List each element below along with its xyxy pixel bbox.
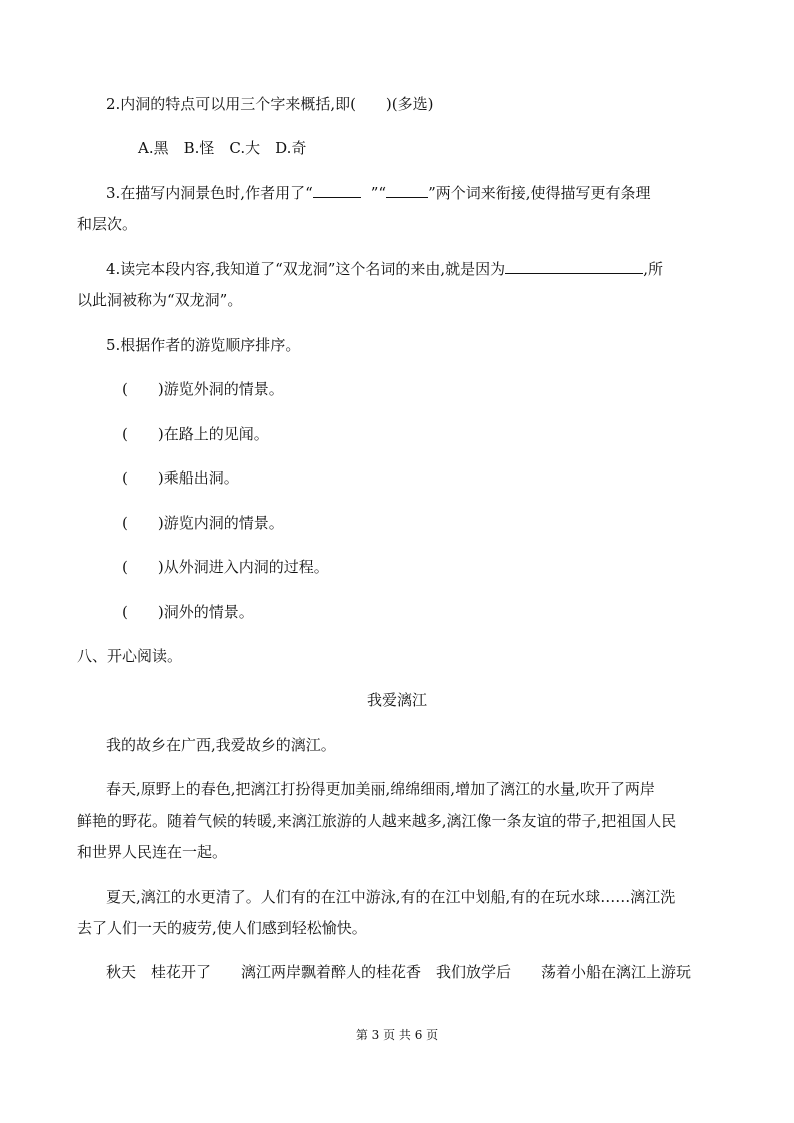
q3-text-c: ”两个词来衔接,使得描写更有条理: [428, 184, 651, 202]
q4-text-b: ,所: [643, 260, 663, 278]
q3-text-b: ”“: [370, 184, 387, 202]
order-item: ( )游览外洞的情景。: [122, 380, 284, 398]
q3-line-1: [106, 183, 651, 203]
q4-text-a: 4.读完本段内容,我知道了“双龙洞”这个名词的来由,就是因为: [106, 260, 506, 278]
paragraph-3-line-2: 去了人们一天的疲劳,使人们感到轻松愉快。: [77, 919, 367, 937]
paragraph-2-line-2: 鲜艳的野花。随着气候的转暖,来漓江旅游的人越来越多,漓江像一条友谊的带子,把祖国人民: [77, 812, 677, 830]
order-item: ( )从外洞进入内洞的过程。: [122, 558, 329, 576]
section-heading: 八、开心阅读。: [77, 647, 183, 665]
answer-blank[interactable]: [386, 183, 428, 198]
paragraph-2-line-3: 和世界人民连在一起。: [77, 843, 228, 861]
paragraph-2-line-1: 春天,原野上的春色,把漓江打扮得更加美丽,绵绵细雨,增加了漓江的水量,吹开了两岸: [106, 780, 655, 798]
order-item: ( )游览内洞的情景。: [122, 514, 284, 532]
page-footer: 第 3 页 共 6 页: [355, 1028, 439, 1042]
q4-line-1: [106, 259, 663, 279]
paragraph-4-line-1: 秋天 桂花开了 漓江两岸飘着醉人的桂花香 我们放学后 荡着小船在漓江上游玩: [106, 963, 692, 981]
q2-text: 2.内洞的特点可以用三个字来概括,即( )(多选): [106, 95, 434, 113]
paragraph-1: 我的故乡在广西,我爱故乡的漓江。: [106, 736, 336, 754]
answer-blank[interactable]: [505, 259, 643, 274]
q2-options: A.黑 B.怪 C.大 D.奇: [138, 139, 307, 157]
order-item: ( )在路上的见闻。: [122, 425, 269, 443]
paragraph-3-line-1: 夏天,漓江的水更清了。人们有的在江中游泳,有的在江中划船,有的在玩水球……漓江洗: [106, 888, 676, 906]
order-item: ( )洞外的情景。: [122, 603, 254, 621]
q3-text-a: 3.在描写内洞景色时,作者用了“: [106, 184, 313, 202]
q3-line-2: 和层次。: [77, 215, 138, 233]
q5-text: 5.根据作者的游览顺序排序。: [106, 336, 301, 354]
q4-line-2: 以此洞被称为“双龙洞”。: [77, 291, 243, 309]
order-item: ( )乘船出洞。: [122, 469, 239, 487]
passage-title: 我爱漓江: [366, 691, 427, 709]
answer-blank[interactable]: [313, 183, 361, 198]
